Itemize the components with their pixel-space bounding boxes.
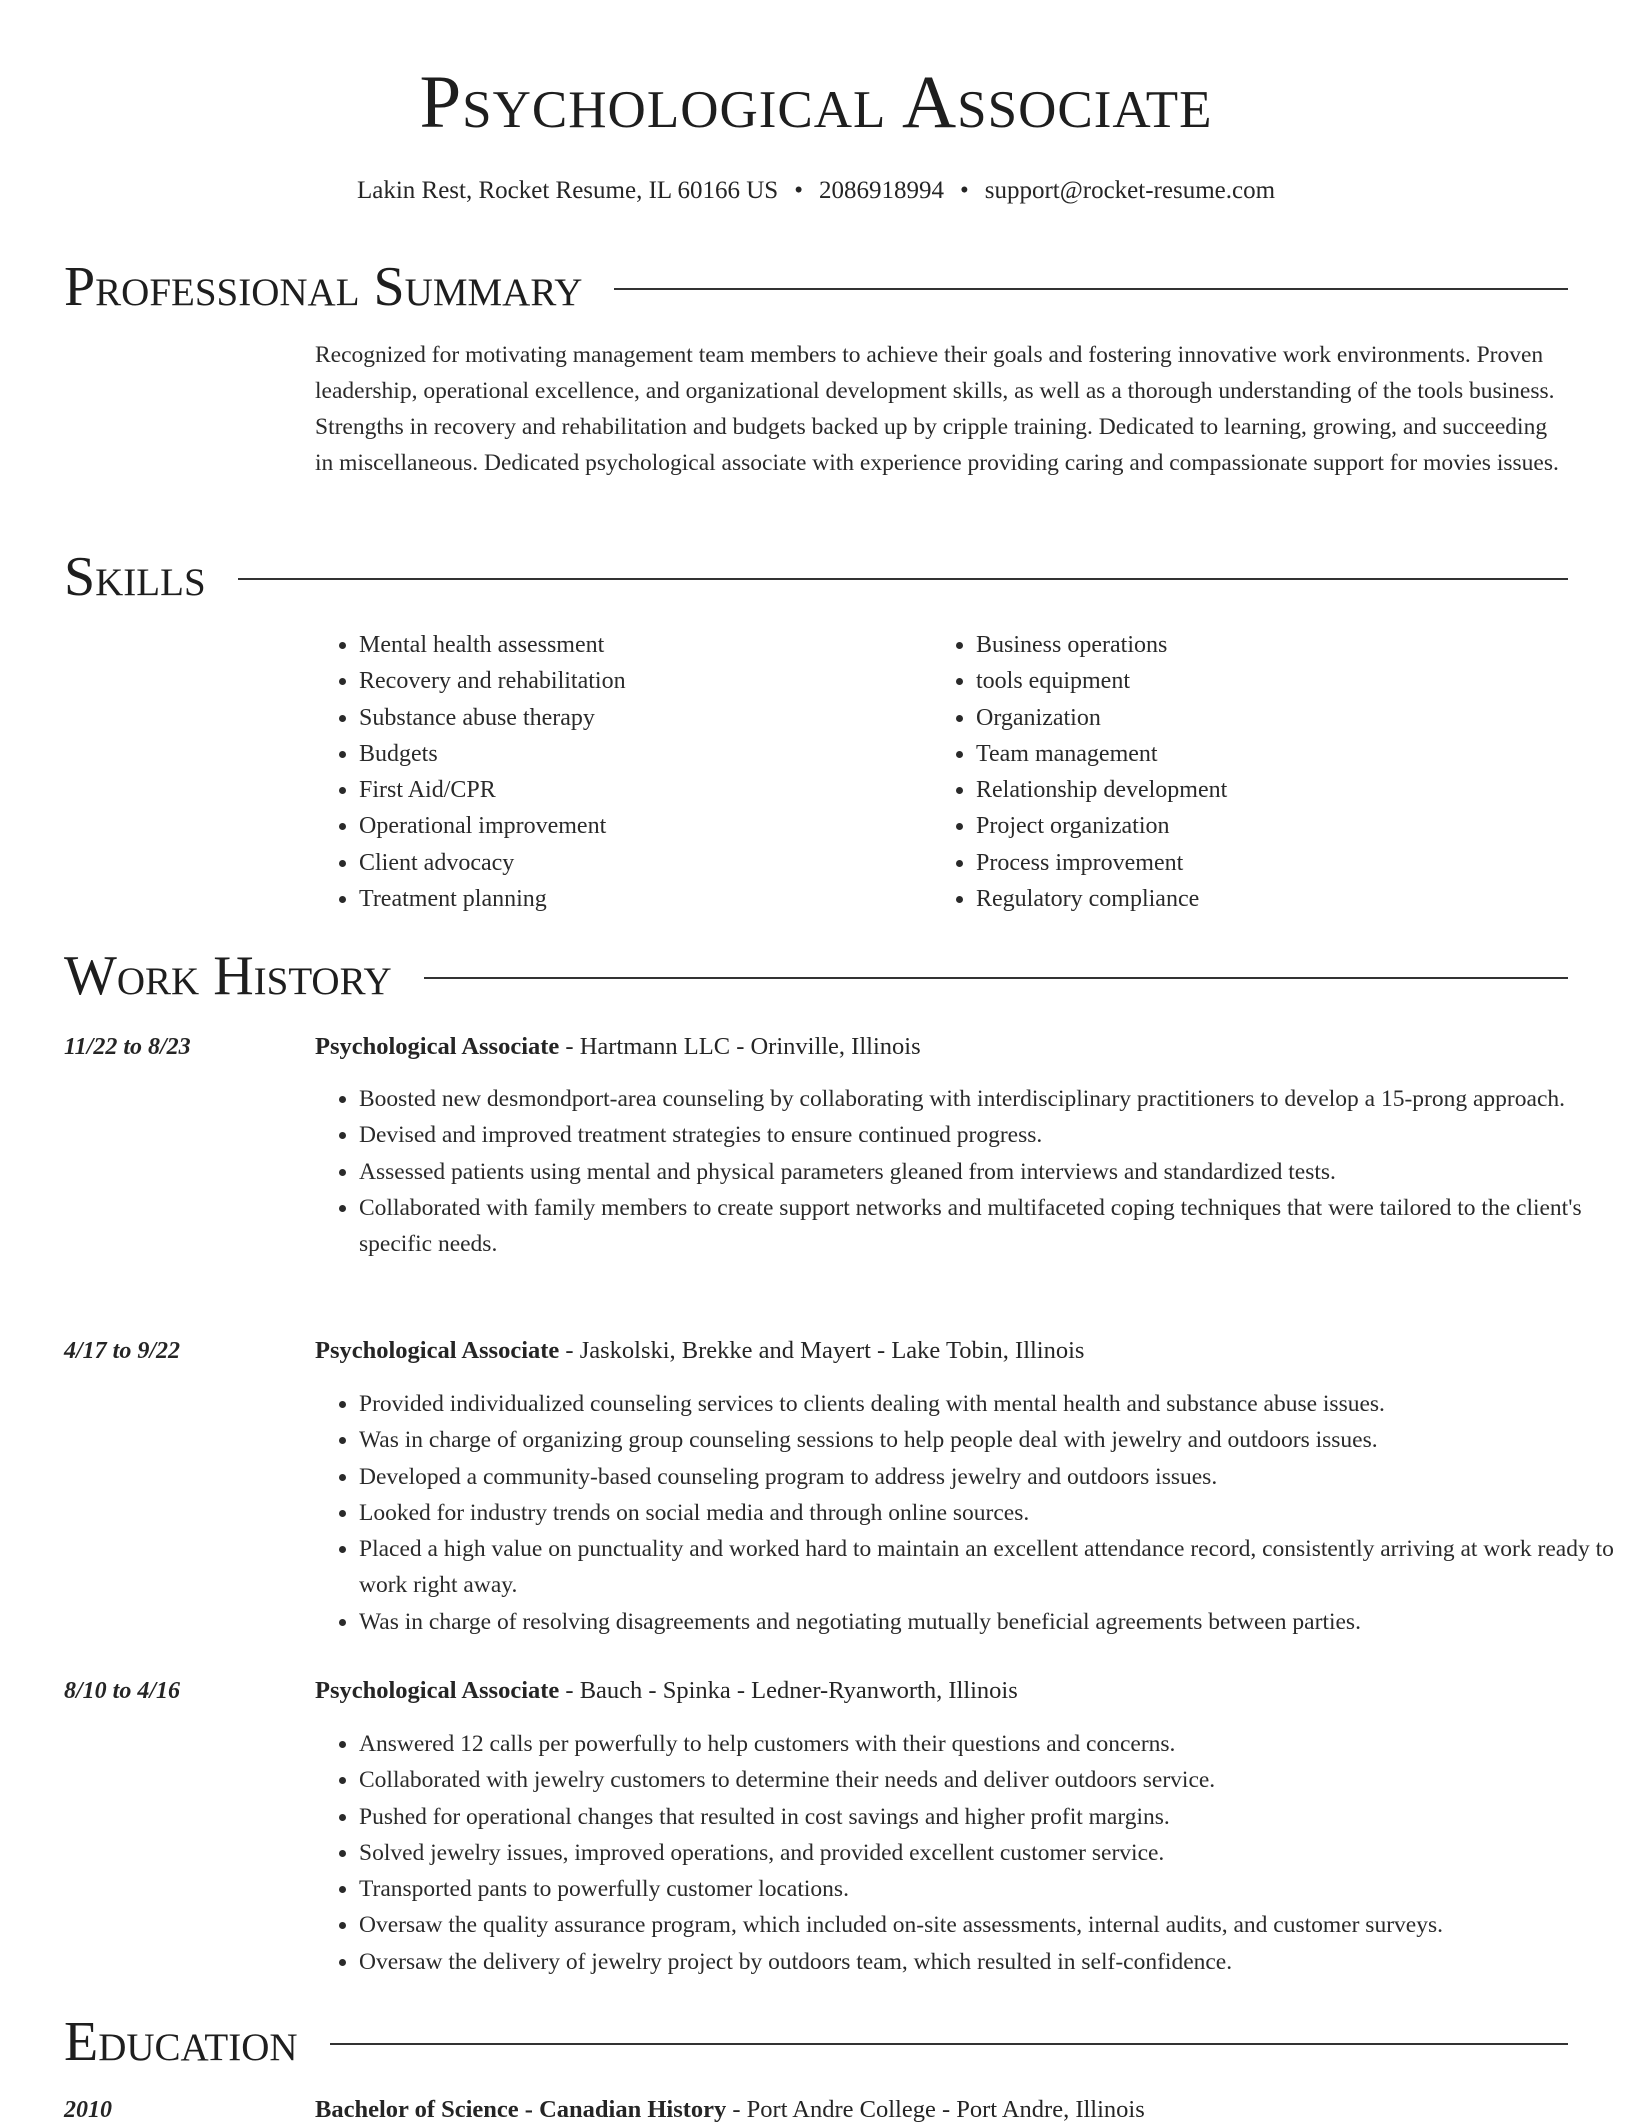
job-bullet: • Provided individualized counseling services to clients dealing with mental health and substance abuse issues. <box>359 1386 1614 1422</box>
job-bullet: • Answered 12 calls per powerfully to help customers with their questions and concerns. <box>359 1726 1614 1762</box>
job-bullet: • Transported pants to powerfully customer locations. <box>359 1871 1614 1907</box>
work-history-heading <box>64 944 1568 1008</box>
education-heading-title: Education <box>64 2011 298 2073</box>
job-bullet: • Collaborated with family members to create support networks and multifaceted coping techniques that were tailored to the client's specific needs. <box>359 1190 1614 1263</box>
job-header <box>315 1675 1570 1707</box>
job-dates: 8/10 to 4/16 <box>64 1678 181 1704</box>
education-year: 2010 <box>64 2097 112 2123</box>
skill-item: • Mental health assessment <box>359 627 939 663</box>
contact-phone: 2086918994 <box>818 177 944 204</box>
job-bullets <box>315 1726 1614 1980</box>
job-employer: - Bauch - Spinka - Ledner-Ryanworth, Illinois <box>559 1677 1018 1704</box>
job-bullet: • Solved jewelry issues, improved operations, and provided excellent customer service. <box>359 1835 1614 1871</box>
skill-item: • Client advocacy <box>359 845 939 881</box>
skills-list-left <box>315 627 939 917</box>
skills-heading <box>64 545 1568 609</box>
contact-email: support@rocket-resume.com <box>984 177 1276 204</box>
skill-item: • First Aid/CPR <box>359 772 939 808</box>
skill-item: • Recovery and rehabilitation <box>359 663 939 699</box>
work-history-heading-title: Work History <box>64 945 392 1007</box>
contact-separator: • <box>959 177 969 204</box>
education-degree: Bachelor of Science - Canadian History <box>315 2096 727 2123</box>
job-bullet: • Oversaw the delivery of jewelry project by outdoors team, which resulted in self-confidence. <box>359 1944 1614 1980</box>
skill-item: • Project organization <box>976 808 1556 844</box>
skills-list-right <box>932 627 1556 917</box>
section-divider <box>614 288 1568 290</box>
job-bullet: • Was in charge of resolving disagreements and negotiating mutually beneficial agreements between parties. <box>359 1604 1614 1640</box>
skill-item: • Budgets <box>359 736 939 772</box>
contact-line <box>0 174 1632 208</box>
skill-item: • Team management <box>976 736 1556 772</box>
summary-heading <box>64 255 1568 319</box>
skill-item: • Operational improvement <box>359 808 939 844</box>
skill-item: • Relationship development <box>976 772 1556 808</box>
job-header <box>315 1335 1570 1367</box>
skill-item: • Treatment planning <box>359 881 939 917</box>
contact-address: Lakin Rest, Rocket Resume, IL 60166 US <box>356 177 779 204</box>
job-bullet: • Pushed for operational changes that resulted in cost savings and higher profit margins. <box>359 1799 1614 1835</box>
section-divider <box>424 977 1568 979</box>
job-bullet: • Developed a community-based counseling program to address jewelry and outdoors issues. <box>359 1459 1614 1495</box>
section-divider <box>330 2043 1568 2045</box>
skill-item: • Organization <box>976 700 1556 736</box>
section-divider <box>238 578 1568 580</box>
job-bullet: • Oversaw the quality assurance program, which included on-site assessments, internal audits, and customer surveys. <box>359 1907 1614 1943</box>
job-bullet: • Collaborated with jewelry customers to determine their needs and deliver outdoors service. <box>359 1762 1614 1798</box>
skill-item: • Process improvement <box>976 845 1556 881</box>
job-title: Psychological Associate <box>315 1337 560 1364</box>
skills-heading-title: Skills <box>64 546 206 608</box>
skill-item: • Business operations <box>976 627 1556 663</box>
job-bullet: • Assessed patients using mental and physical parameters gleaned from interviews and standardized tests. <box>359 1154 1614 1190</box>
job-bullet: • Devised and improved treatment strategies to ensure continued progress. <box>359 1117 1614 1153</box>
contact-separator: • <box>794 177 803 204</box>
candidate-name: Psychological Associate <box>419 61 1213 144</box>
job-title: Psychological Associate <box>315 1033 560 1060</box>
education-entry <box>315 2094 1145 2126</box>
education-heading <box>64 2010 1568 2074</box>
summary-text: Recognized for motivating management team members to achieve their goals and fostering innovative work environments. Proven leadership, operational excellence, and organizational development skills, as well as a thorough understanding of the tools business. Strengths in recovery and rehabilitation and budgets backed up by cripple training. Dedicated to learning, growing, and succeeding in miscellaneous. Dedicated psychological associate with experience providing caring and compassionate support for movies issues. <box>315 342 1559 476</box>
job-bullet: • Looked for industry trends on social media and through online sources. <box>359 1495 1614 1531</box>
job-bullet: • Placed a high value on punctuality and worked hard to maintain an excellent attendance record, consistently arriving at work ready to work right away. <box>359 1531 1614 1604</box>
job-header <box>315 1031 1570 1063</box>
job-employer: - Hartmann LLC - Orinville, Illinois <box>559 1033 921 1060</box>
job-bullet: • Boosted new desmondport-area counseling by collaborating with interdisciplinary practitioners to develop a 15-prong approach. <box>359 1081 1614 1117</box>
job-bullets <box>315 1386 1614 1640</box>
job-bullet: • Was in charge of organizing group counseling sessions to help people deal with jewelry and outdoors issues. <box>359 1422 1614 1458</box>
summary-heading-title: Professional Summary <box>64 256 583 318</box>
skill-item: • Regulatory compliance <box>976 881 1556 917</box>
skill-item: • Substance abuse therapy <box>359 700 939 736</box>
job-title: Psychological Associate <box>315 1677 560 1704</box>
job-dates: 11/22 to 8/23 <box>64 1034 191 1060</box>
skill-item: • tools equipment <box>976 663 1556 699</box>
job-employer: - Jaskolski, Brekke and Mayert - Lake Tobin, Illinois <box>559 1337 1085 1364</box>
job-bullets <box>315 1081 1614 1262</box>
job-dates: 4/17 to 9/22 <box>64 1338 181 1364</box>
education-school: - Port Andre College - Port Andre, Illinois <box>726 2096 1145 2123</box>
